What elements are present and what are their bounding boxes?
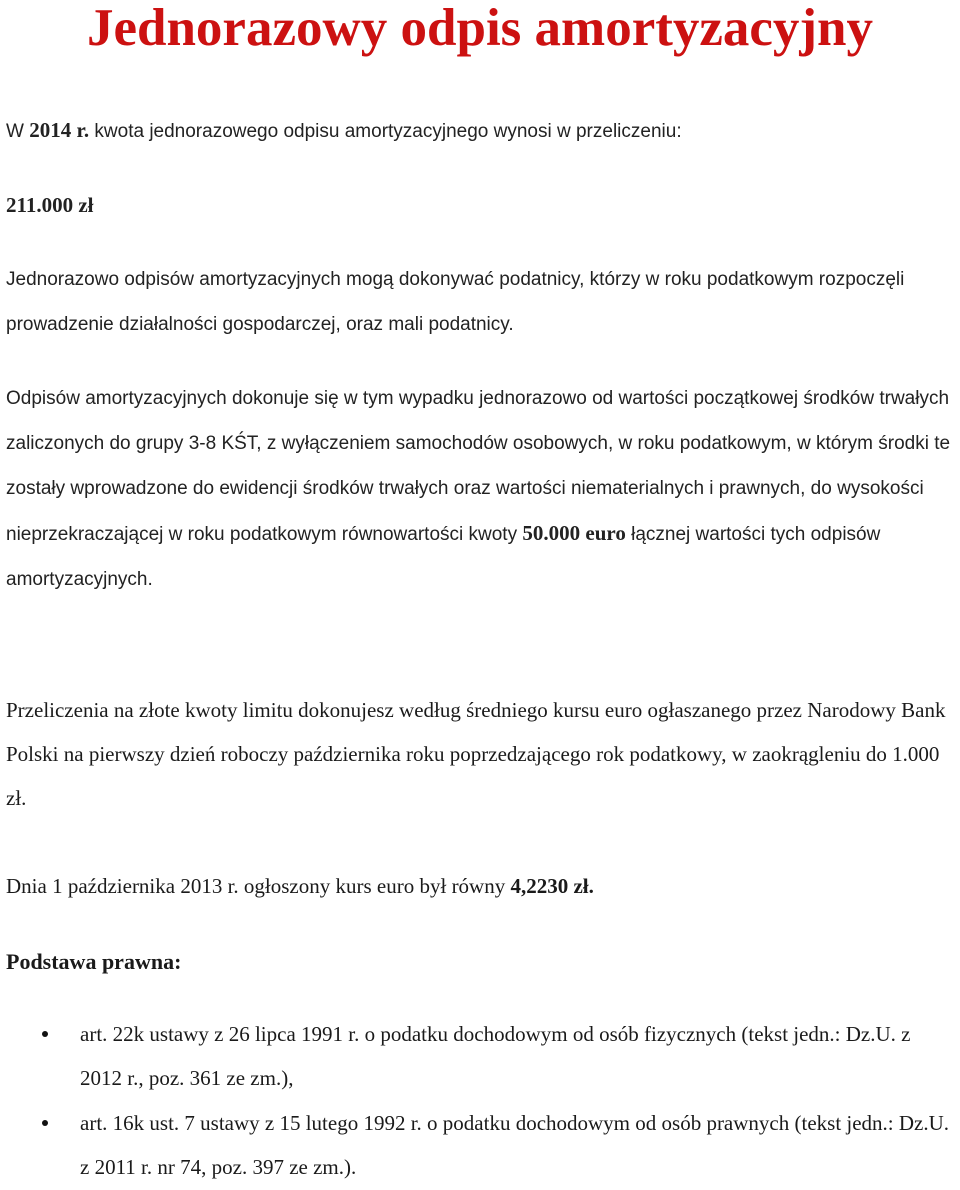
intro-prefix: W (6, 121, 30, 142)
conversion-paragraph: Przeliczenia na złote kwoty limitu dokonujesz według średniego kursu euro ogłaszanego przez Narodowy Bank Polski na pierwszy dzień roboczy października roku poprzedzającego rok podatkowy, w zaokrągleniu do 1.000 zł. (6, 698, 946, 810)
page-title: Jednorazowy odpis amortyzacyjny (86, 0, 874, 57)
intro-year: 2014 r. (29, 118, 90, 142)
exchange-rate-line (6, 864, 958, 908)
scope-limit: 50.000 euro (522, 521, 626, 545)
exchange-rate-value: 4,2230 zł. (510, 874, 594, 898)
scope-paragraph (6, 376, 958, 602)
bullet-icon (42, 1031, 48, 1037)
amount-line (6, 183, 958, 229)
exchange-rate-text: Dnia 1 października 2013 r. ogłoszony kurs euro był równy (6, 874, 511, 898)
scope-text-before: Odpisów amortyzacyjnych dokonuje się w tym wypadku jednorazowo od wartości początkowej środków trwałych zaliczonych do grupy 3-8 KŚT, z wyłączeniem samochodów osobowych, w roku podatkowym, w którym środki te zostały wprowadzone do ewidencji środków trwałych oraz wartości niematerialnych i prawnych, do wysokości nieprzekraczającej w roku podatkowym równowartości kwoty (6, 388, 951, 545)
legal-basis-heading: Podstawa prawna: (6, 949, 182, 974)
intro-suffix: kwota jednorazowego odpisu amortyzacyjnego wynosi w przeliczeniu: (89, 121, 682, 142)
scope-text-after: łącznej wartości tych odpisów amortyzacyjnych. (6, 524, 881, 590)
bullet-icon (42, 1120, 48, 1126)
intro-line (6, 108, 958, 154)
legal-basis-list (0, 1012, 960, 1190)
list-item (0, 1101, 960, 1189)
eligibility-paragraph: Jednorazowo odpisów amortyzacyjnych mogą dokonywać podatnicy, którzy w roku podatkowym rozpoczęli prowadzenie działalności gospodarczej, oraz mali podatnicy. (6, 269, 905, 335)
legal-basis-item-text: art. 22k ustawy z 26 lipca 1991 r. o podatku dochodowym od osób fizycznych (tekst jedn.: Dz.U. z 2012 r., poz. 361 ze zm.), (80, 1022, 911, 1090)
list-item (0, 1012, 960, 1100)
amount-value: 211.000 zł (6, 193, 94, 217)
legal-basis-item-text: art. 16k ust. 7 ustawy z 15 lutego 1992 r. o podatku dochodowym od osób prawnych (tekst jedn.: Dz.U. z 2011 r. nr 74, poz. 397 ze zm.). (80, 1111, 950, 1179)
